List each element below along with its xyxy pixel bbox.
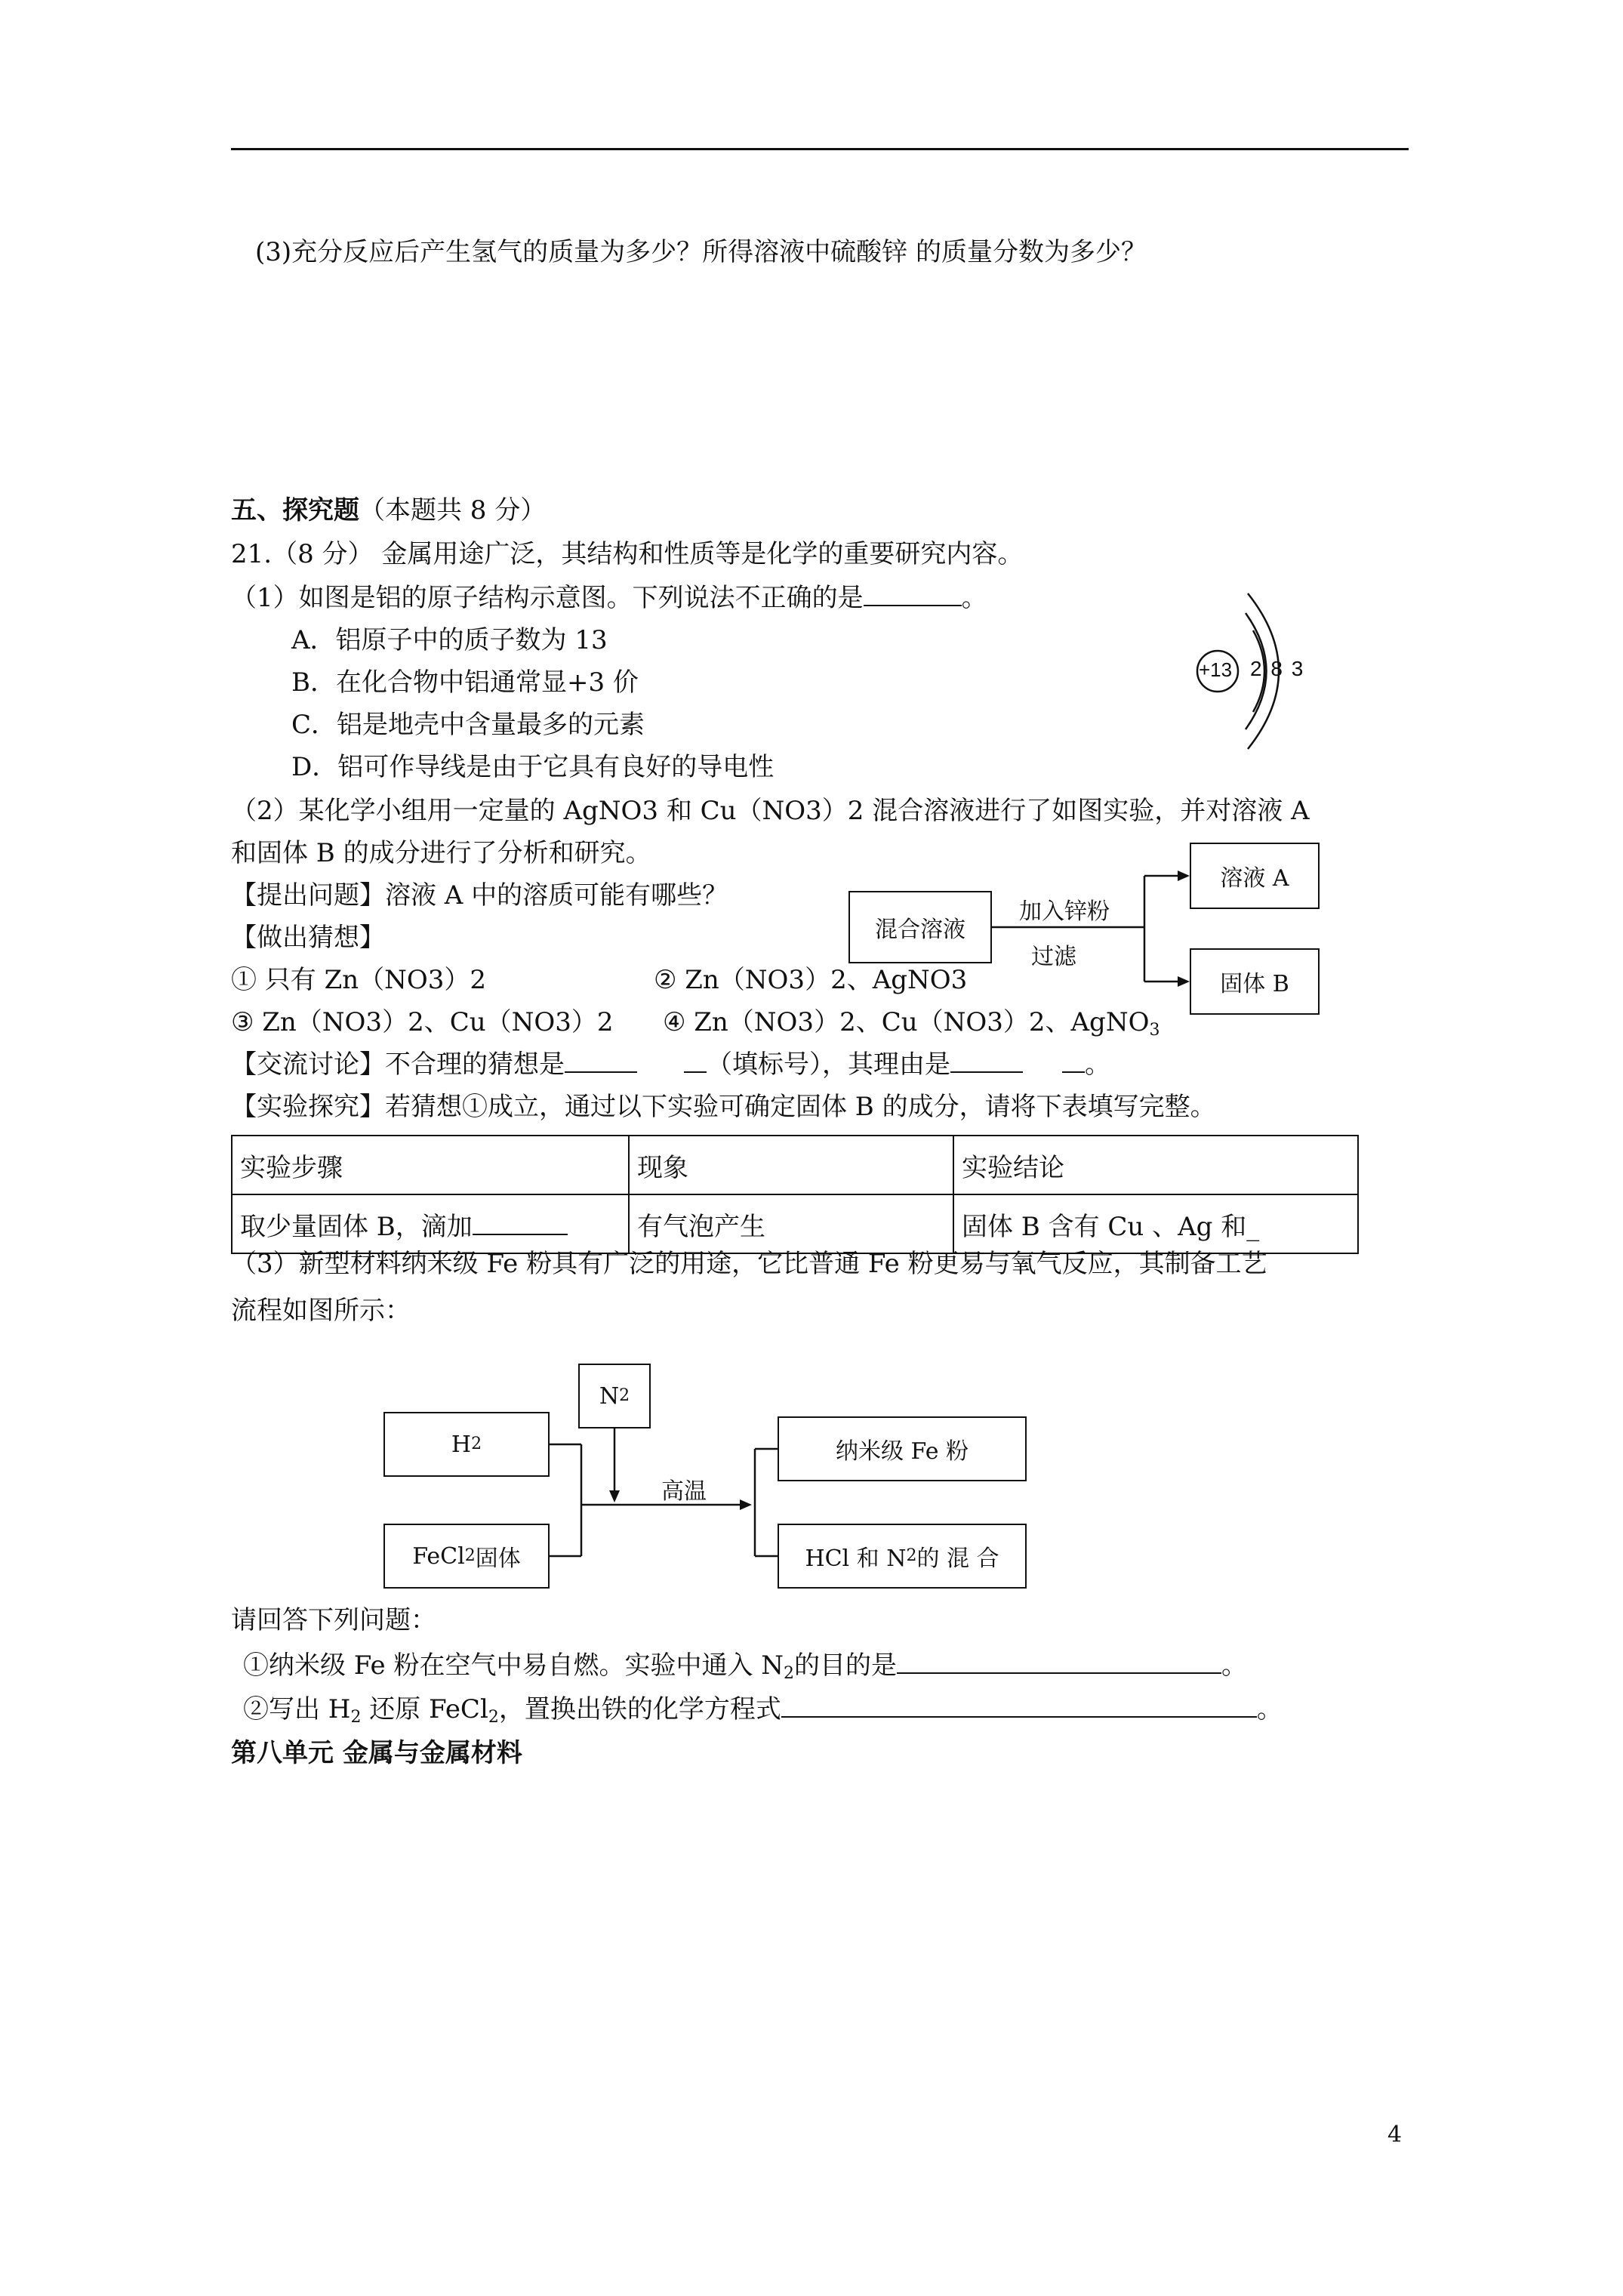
option-b: B．在化合物中铝通常显+3 价 bbox=[291, 667, 639, 698]
question-answer-1 bbox=[243, 1649, 1247, 1682]
q21-part1-end: 。 bbox=[961, 583, 987, 613]
qa1-end: 。 bbox=[1221, 1650, 1248, 1681]
guess-4-text: ④ Zn（NO3）2、Cu（NO3）2、AgNO bbox=[663, 1007, 1150, 1037]
qa2-text: ②写出 H bbox=[243, 1694, 351, 1724]
qa1-sub: 2 bbox=[784, 1664, 795, 1683]
flow-label-add-zinc: 加入锌粉 bbox=[1019, 898, 1110, 925]
section5-note: （本题共 8 分） bbox=[359, 495, 547, 525]
experiment-intro: 【实验探究】若猜想①成立，通过以下实验可确定固体 B 的成分，请将下表填写完整。 bbox=[231, 1092, 1216, 1122]
page-number: 4 bbox=[1387, 2122, 1403, 2148]
flow2-n2-arrow bbox=[609, 1490, 620, 1502]
q21-part1-text: （1）如图是铝的原子结构示意图。下列说法不正确的是 bbox=[231, 583, 864, 613]
atom-nucleus-label: +13 bbox=[1199, 658, 1233, 681]
guess-4-sub: 3 bbox=[1149, 1021, 1160, 1040]
q3-header: (3)充分反应后产生氢气的质量为多少？所得溶液中硫酸锌 的质量分数为多少？ bbox=[255, 237, 1147, 267]
flow2-fecl2-post: 固体 bbox=[475, 1546, 521, 1572]
option-c: C．铝是地壳中含量最多的元素 bbox=[291, 710, 645, 740]
flow2-main-arrow bbox=[740, 1499, 752, 1510]
flow2-hcl-post: 的 混 合 bbox=[916, 1546, 999, 1572]
flow2-box-n2: N 2 bbox=[578, 1364, 651, 1428]
flow-box-solution-a: 溶液 A bbox=[1190, 843, 1320, 909]
q21-intro: 21.（8 分） 金属用途广泛，其结构和性质等是化学的重要研究内容。 bbox=[231, 539, 1024, 569]
q21-part3-line1: （3）新型材料纳米级 Fe 粉具有广泛的用途，它比普通 Fe 粉更易与氧气反应，其制备工艺 bbox=[231, 1249, 1267, 1279]
guess-1: ① 只有 Zn（NO3）2 bbox=[231, 965, 487, 995]
section5-title: 五、探究题 bbox=[231, 495, 359, 525]
flow2-h2-text: H bbox=[451, 1431, 472, 1458]
flow-box-mixed-solution: 混合溶液 bbox=[848, 891, 992, 963]
table-header-phenomenon: 现象 bbox=[629, 1136, 953, 1194]
qa1-blank[interactable] bbox=[897, 1650, 1221, 1674]
discussion-text-a: 【交流讨论】不合理的猜想是 bbox=[231, 1049, 565, 1080]
flow2-box-nano-fe: 纳米级 Fe 粉 bbox=[778, 1416, 1027, 1481]
flow2-hcl-text: HCl 和 N bbox=[805, 1546, 907, 1572]
flow2-fecl2-text: FeCl bbox=[412, 1542, 465, 1570]
table-header-conclusion: 实验结论 bbox=[953, 1136, 1358, 1194]
qa2-sub: 2 bbox=[350, 1708, 362, 1727]
guess-3: ③ Zn（NO3）2、Cu（NO3）2 bbox=[231, 1007, 614, 1037]
q21-part2-line2: 和固体 B 的成分进行了分析和研究。 bbox=[231, 838, 651, 868]
qa2-blank[interactable] bbox=[781, 1693, 1257, 1718]
guess-2: ② Zn（NO3）2、AgNO3 bbox=[654, 965, 968, 995]
qa2-sub2: 2 bbox=[488, 1708, 499, 1727]
table-header-step: 实验步骤 bbox=[232, 1136, 629, 1194]
discussion-text-b: （填标号），其理由是 bbox=[707, 1049, 950, 1080]
option-a: A．铝原子中的质子数为 13 bbox=[291, 625, 608, 655]
flow-box-solid-b: 固体 B bbox=[1190, 948, 1320, 1015]
table-cell-conclusion: 固体 B 含有 Cu 、Ag 和_ bbox=[953, 1194, 1358, 1253]
flow-label-filter: 过滤 bbox=[1031, 944, 1076, 970]
atom-shell-electrons: 2 8 3 bbox=[1250, 657, 1305, 680]
flow2-label-high-temp: 高温 bbox=[661, 1478, 707, 1505]
q21-part2-line1: （2）某化学小组用一定量的 AgNO3 和 Cu（NO3）2 混合溶液进行了如图实验，并对溶液 A bbox=[231, 796, 1310, 826]
qa1-text: ①纳米级 Fe 粉在空气中易自燃。实验中通入 N bbox=[243, 1650, 784, 1681]
flow2-n2-text: N bbox=[599, 1382, 620, 1410]
table-cell-step-text: 取少量固体 B，滴加 bbox=[240, 1211, 473, 1242]
guess-title: 【做出猜想】 bbox=[231, 923, 385, 953]
q21-part3-line2: 流程如图所示： bbox=[231, 1296, 411, 1326]
unit-title: 第八单元 金属与金属材料 bbox=[231, 1738, 522, 1768]
flow2-box-hcl-n2: HCl 和 N 2 的 混 合 bbox=[778, 1524, 1027, 1589]
discussion-end: 。 bbox=[1085, 1049, 1110, 1080]
question-answer-2 bbox=[243, 1693, 1283, 1726]
raise-question: 【提出问题】溶液 A 中的溶质可能有哪些？ bbox=[231, 880, 728, 911]
qa2-end: 。 bbox=[1256, 1694, 1283, 1724]
flow2-box-fecl2: FeCl 2 固体 bbox=[383, 1524, 550, 1589]
flow2-box-h2: H 2 bbox=[383, 1412, 550, 1477]
qa1-post: 的目的是 bbox=[794, 1650, 898, 1681]
qa2-mid: 还原 FeCl bbox=[361, 1694, 488, 1724]
qa2-post: ，置换出铁的化学方程式 bbox=[498, 1694, 781, 1724]
answer-prompt: 请回答下列问题： bbox=[231, 1605, 436, 1635]
option-d: D．铝可作导线是由于它具有良好的导电性 bbox=[291, 752, 775, 782]
table-cell-phenomenon: 有气泡产生 bbox=[629, 1194, 953, 1253]
